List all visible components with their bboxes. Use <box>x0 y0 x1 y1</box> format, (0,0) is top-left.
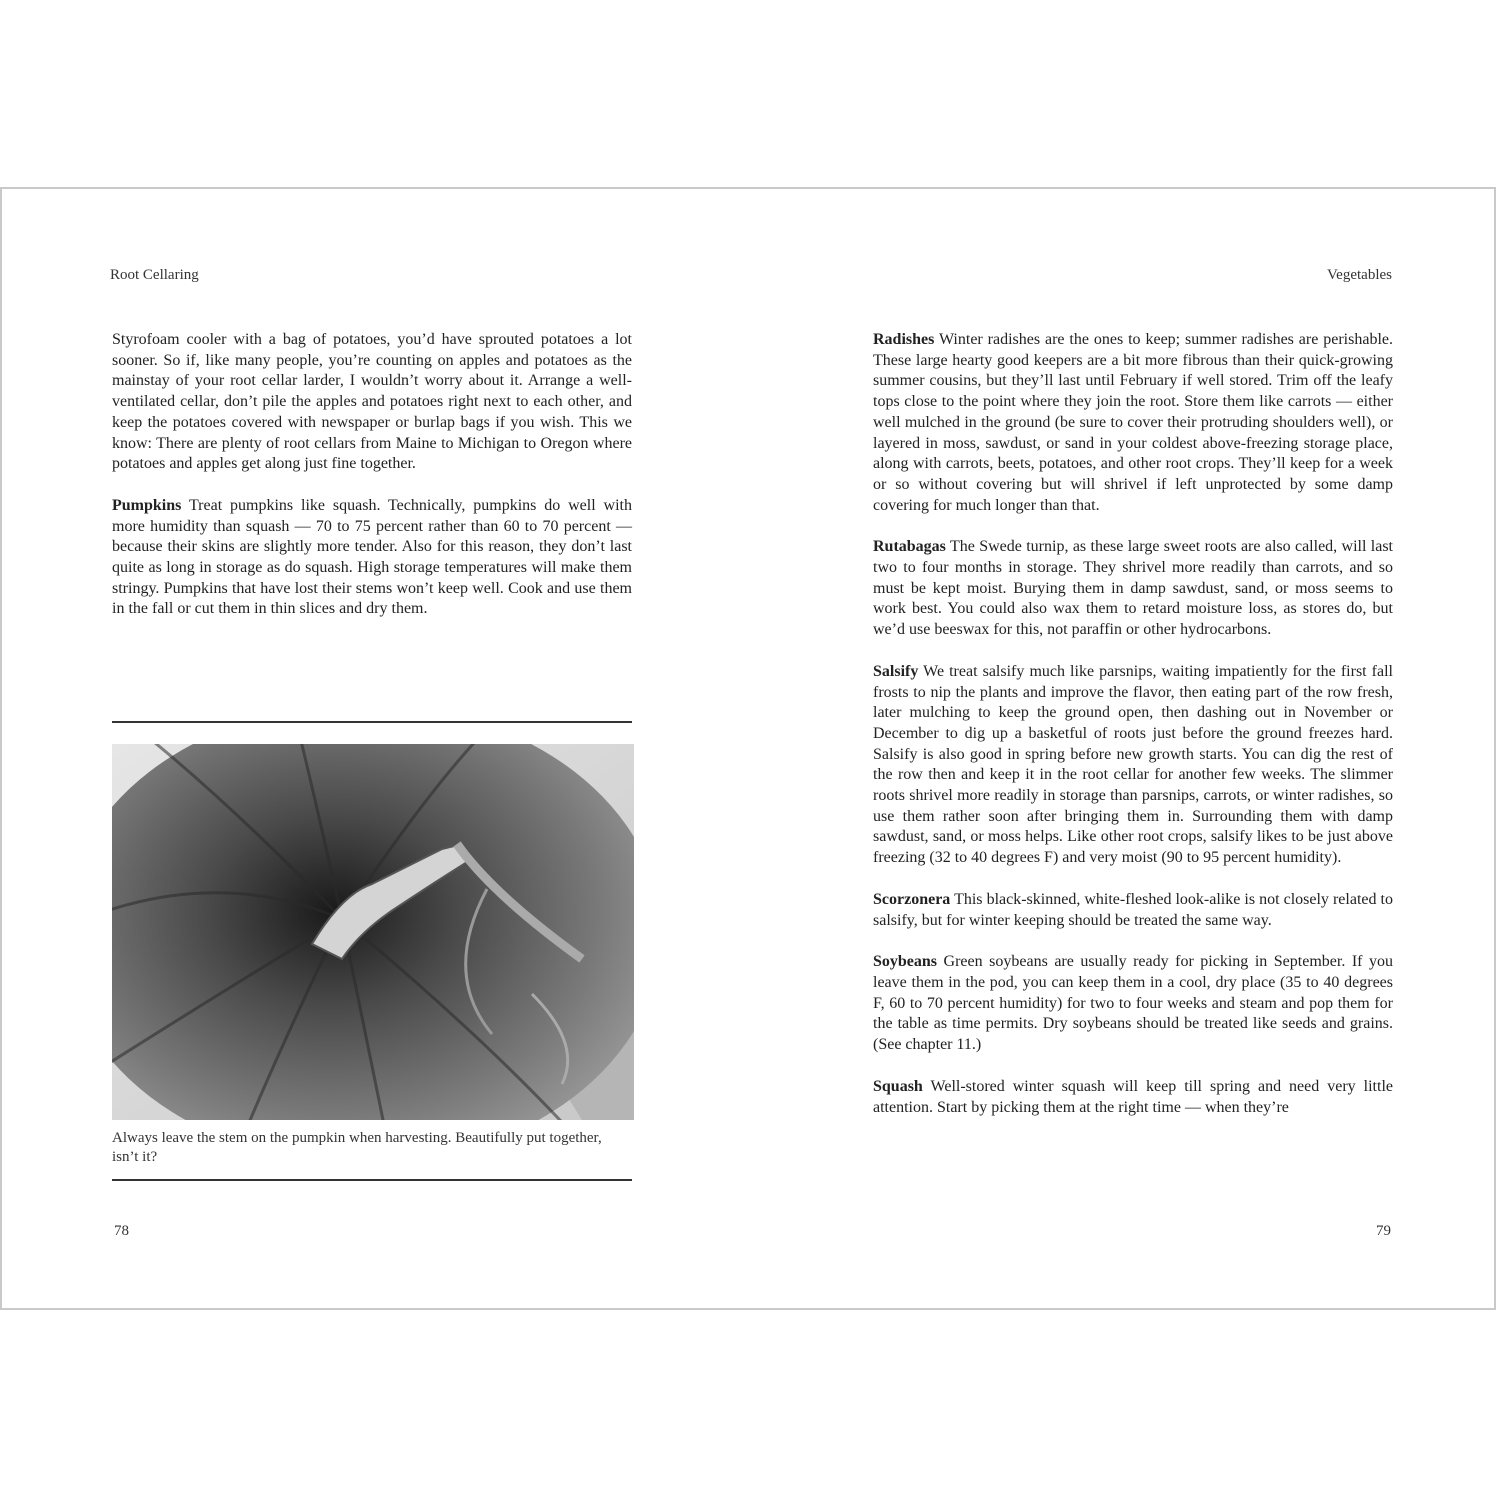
page-number-right: 79 <box>1376 1223 1391 1239</box>
entry-radishes <box>873 330 1393 516</box>
figure-bottom-rule <box>112 1179 632 1181</box>
right-page <box>750 189 1500 1308</box>
running-head-right: Vegetables <box>1327 267 1392 283</box>
entry-text: Winter radishes are the ones to keep; summer radishes are perishable. These large hearty good keepers are a bit more fibrous than their quick-growing summer cousins, but they’ll last until February if well stored. Trim off the leafy tops close to the point where they join the root. Store them like carrots — either well mulched in the ground (be sure to cover their protruding shoulders well), or layered in moss, sawdust, or sand in your coldest above-freezing storage place, along with carrots, beets, potatoes, and other root crops. They’ll keep for a week or so without covering but will shrivel if left unprotected by some damp covering for much longer than that. <box>873 331 1393 514</box>
entry-pumpkins <box>112 496 632 620</box>
entry-term: Soybeans <box>873 953 938 971</box>
pumpkin-illustration <box>112 744 634 1120</box>
entry-text: Well-stored winter squash will keep till spring and need very little attention. Start by picking them at the right time — when they’re <box>873 1077 1393 1116</box>
book-spread <box>0 187 1496 1310</box>
entry-text: We treat salsify much like parsnips, waiting impatiently for the first fall frosts to nip the plants and improve the flavor, then eating part of the row fresh, later mulching to keep the ground open, then dashing out in November or December to dig up a basketful of roots just before the ground freezes hard. Salsify is also good in spring before new growth starts. You can dig the rest of the row then and keep it in the root cellar for another few weeks. The slimmer roots shrivel more readily in storage than parsnips, carrots, or winter radishes, so use them rather soon after bringing them in. Surrounding them with damp sawdust, sand, or moss helps. Like other root crops, salsify likes to be just above freezing (32 to 40 degrees F) and very moist (90 to 95 percent humidity). <box>873 662 1393 867</box>
entry-term: Salsify <box>873 662 919 680</box>
figure-top-rule <box>112 721 632 723</box>
entry-text: The Swede turnip, as these large sweet roots are also called, will last two to four months in storage. They shrivel more readily than carrots, and so must be kept moist. Burying them in damp sawdust, sand, or moss seems to work best. You could also wax them to retard moisture loss, as stores do, but we’d use beeswax for this, not paraffin or other hydrocarbons. <box>873 538 1393 639</box>
entry-rutabagas <box>873 537 1393 641</box>
photo-caption: Always leave the stem on the pumpkin when harvesting. Beautifully put together, isn’t it? <box>112 1130 602 1165</box>
entry-text: Treat pumpkins like squash. Technically, pumpkins do well with more humidity than squash — 70 to 75 percent rather than 60 to 70 percent — because their skins are slightly more tender. Also for this reason, they don’t last quite as long in storage as do squash. High storage temperatures will make them stringy. Pumpkins that have lost their stems won’t keep well. Cook and use them in the fall or cut them in thin slices and dry them. <box>112 496 632 618</box>
left-text-column <box>112 330 632 641</box>
entry-soybeans <box>873 952 1393 1056</box>
entry-term: Scorzonera <box>873 890 951 908</box>
entry-text: This black-skinned, white-fleshed look-alike is not closely related to salsify, but for winter keeping should be treated the same way. <box>873 890 1393 929</box>
entry-term: Pumpkins <box>112 496 182 514</box>
pumpkin-photo <box>112 744 634 1120</box>
entry-text: Green soybeans are usually ready for picking in September. If you leave them in the pod, you can keep them in a cool, dry place (35 to 40 degrees F, 60 to 70 percent humidity) for two to four weeks and steam and pop them for the table as time permits. Dry soybeans should be treated like seeds and grains. (See chapter 11.) <box>873 953 1393 1054</box>
left-page <box>2 189 752 1308</box>
right-text-column <box>873 330 1393 1139</box>
page-number-left: 78 <box>114 1223 129 1239</box>
entry-term: Rutabagas <box>873 538 946 556</box>
entry-term: Radishes <box>873 331 935 348</box>
entry-squash <box>873 1077 1393 1118</box>
entry-salsify <box>873 662 1393 869</box>
continued-paragraph: Styrofoam cooler with a bag of potatoes, you’d have sprouted potatoes a lot sooner. So if, like many people, you’re counting on apples and potatoes as the mainstay of your root cellar larder, I wouldn’t worry about it. Arrange a well-ventilated cellar, don’t pile the apples and potatoes right next to each other, and keep the potatoes covered with newspaper or burlap bags if you wish. This we know: There are plenty of root cellars from Maine to Michigan to Oregon where potatoes and apples get along just fine together. <box>112 331 632 473</box>
entry-scorzonera <box>873 890 1393 931</box>
running-head-left: Root Cellaring <box>110 267 199 283</box>
entry-term: Squash <box>873 1077 923 1095</box>
